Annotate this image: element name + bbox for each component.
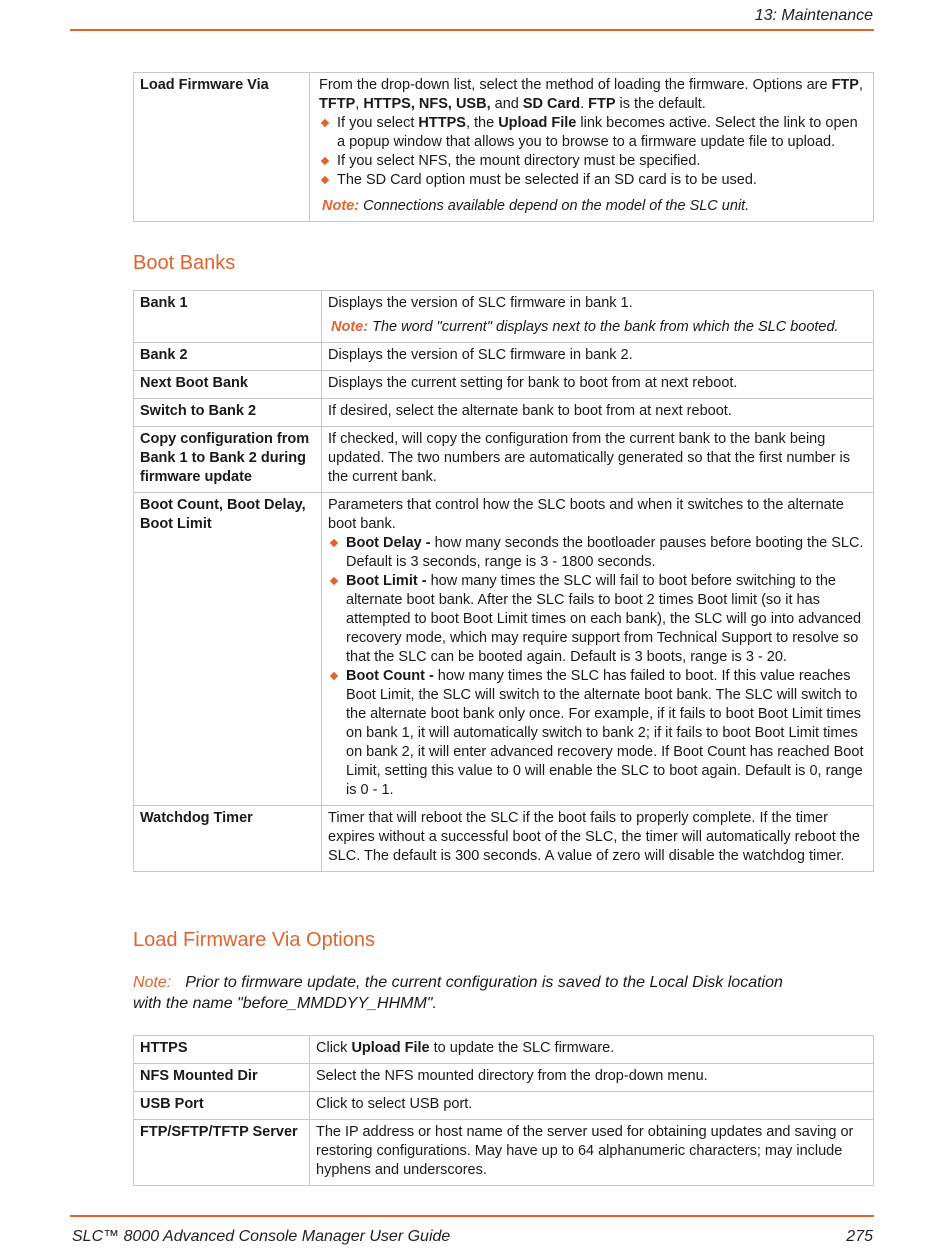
table-row [134,291,874,343]
table-row [134,806,874,872]
row-label: Bank 2 [134,343,322,371]
table-row [134,1120,874,1186]
load-options-table [133,1035,874,1186]
row-label: Watchdog Timer [134,806,322,872]
list-item: The SD Card option must be selected if an SD card is to be used. [319,171,865,190]
table-row [134,1064,874,1092]
row-description: Click Upload File to update the SLC firmware. [310,1036,874,1064]
table-row [134,343,874,371]
options-bullet-list [319,114,865,190]
load-options-heading: Load Firmware Via Options [133,929,375,951]
guide-title: SLC™ 8000 Advanced Console Manager User Guide [72,1228,451,1245]
row-label: Load Firmware Via [134,73,310,222]
row-label: Boot Count, Boot Delay, Boot Limit [134,493,322,806]
list-item: If you select HTTPS, the Upload File link becomes active. Select the link to open a popup window that allows you to browse to a firmware update file to upload. [319,114,865,152]
boot-banks-heading: Boot Banks [133,252,236,274]
table-row [134,399,874,427]
row-label: Switch to Bank 2 [134,399,322,427]
bank1-note: Note: The word "current" displays next to the bank from which the SLC booted. [331,319,839,335]
row-label: Copy configuration from Bank 1 to Bank 2 during firmware update [134,427,322,493]
footer-rule [70,1215,874,1217]
connections-note: Note: Connections available depend on the model of the SLC unit. [322,198,750,214]
row-label: NFS Mounted Dir [134,1064,310,1092]
row-description: If desired, select the alternate bank to boot from at next reboot. [322,399,874,427]
list-item: Boot Limit - how many times the SLC will fail to boot before switching to the alternate boot bank. After the SLC fails to boot 2 times Boot limit (so it has attempted to boot Boot Limit times on each bank), the SLC will go into advanced recovery mode, which may require support from Technical Support to resolve so that the SLC can be booted again. Default is 3 boots, range is 3 - 20. [328,572,865,667]
row-description: Displays the current setting for bank to boot from at next reboot. [322,371,874,399]
bank1-desc: Displays the version of SLC firmware in bank 1. [328,295,633,311]
header-rule [70,29,874,31]
intro-text: From the drop-down list, select the method of loading the firmware. Options are FTP, TFTP, HTTPS, NFS, USB, and SD Card. FTP is the default. [319,77,863,112]
row-description: If checked, will copy the configuration from the current bank to the bank being updated. The two numbers are automatically generated so that the first number is the current bank. [322,427,874,493]
row-description: Timer that will reboot the SLC if the boot fails to properly complete. If the timer expires without a successful boot of the SLC, the timer will automatically reboot the SLC. The default is 300 seconds. A value of zero will disable the watchdog timer. [322,806,874,872]
table-row [134,427,874,493]
boot-params-list [328,534,865,800]
list-item: Boot Delay - how many seconds the bootloader pauses before booting the SLC. Default is 3 seconds, range is 3 - 1800 seconds. [328,534,865,572]
chapter-header: 13: Maintenance [754,7,873,24]
table-row [134,1092,874,1120]
row-label: FTP/SFTP/TFTP Server [134,1120,310,1186]
boot-banks-table [133,290,874,872]
list-item: If you select NFS, the mount directory must be specified. [319,152,865,171]
table-row [134,1036,874,1064]
row-label: Bank 1 [134,291,322,343]
load-firmware-table [133,72,874,222]
row-label: HTTPS [134,1036,310,1064]
row-description [322,493,874,806]
row-description: Displays the version of SLC firmware in bank 2. [322,343,874,371]
load-options-note: Note: Prior to firmware update, the current configuration is saved to the Local Disk location with the name "before_MMDDYY_HHMM". [133,974,783,1012]
row-description: Select the NFS mounted directory from the drop-down menu. [310,1064,874,1092]
list-item: Boot Count - how many times the SLC has failed to boot. If this value reaches Boot Limit, the SLC will switch to the alternate boot bank. The SLC will switch to the alternate boot bank only once. For example, if it fails to boot Boot Limit times on bank 1, it will automatically switch to bank 2; if it fails to boot Boot Limit times on bank 2, it will enter advanced recovery mode. If Boot Count has reached Boot Limit, setting this value to 0 will enable the SLC to boot again. Default is 0, range is 0 - 1. [328,667,865,800]
table-row [134,73,874,222]
row-label: Next Boot Bank [134,371,322,399]
table-row [134,371,874,399]
page-number: 275 [846,1228,873,1245]
row-description [310,73,874,222]
row-description: The IP address or host name of the server used for obtaining updates and saving or restoring configurations. May have up to 64 alphanumeric characters; may include hyphens and underscores. [310,1120,874,1186]
row-label: USB Port [134,1092,310,1120]
row-description: Click to select USB port. [310,1092,874,1120]
boot-intro: Parameters that control how the SLC boots and when it switches to the alternate boot bank. [328,497,844,532]
table-row [134,493,874,806]
row-description [322,291,874,343]
